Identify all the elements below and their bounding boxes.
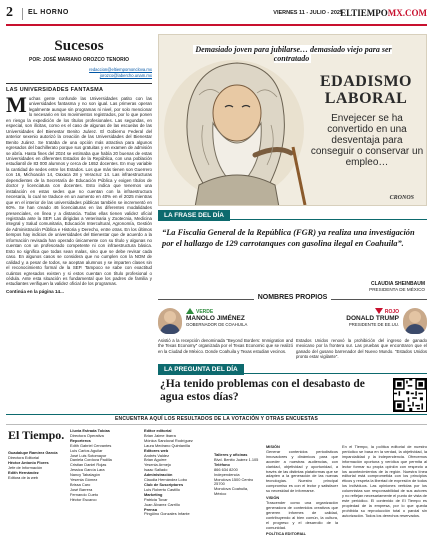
credit-role: Club de Suscriptores [144,481,184,487]
nombre-propio-body: Asistió a la recepción denominada “Beyond Borders: Immigration and the Texas Economy” organizada por el Texas Economic que se realizó en la Ciudad de México. Donde Coahuila y Texas estudian vecinos. [158,338,293,354]
credit-name: Blvd. Benito Juárez 1.105 [214,456,259,462]
credit-name: 866 634 8200 [214,466,238,472]
page-header [6,4,427,26]
nombre-propio-rojo: ROJO DONALD TRUMP PRESIDENTE DE EE.UU. Estados Unidos renovó la prohibición del ingreso de ganado mexicano por la frontera sur. Las pruebas que encontraron que el ganado del gusano barrenador del Nuevo Mundo. “Estados Unidos pronto estar vigilante”. [296,309,427,359]
credit-name: José Luis Sotomayor [70,452,107,458]
credit-name: Yesenia Armejo [144,462,171,468]
credit-name: Directora Editorial [8,454,39,460]
credits-col-offices [214,453,262,497]
credit-name: México [214,491,227,497]
cartoon-big-text: EDADISMO LABORAL [319,73,412,107]
credit-role: Guadalupe Ramírez García [8,450,58,455]
header-divider [22,8,23,20]
quote-author-role: PRESIDENTA DE MÉXICO [369,287,425,292]
credit-name: Daniela Cordova Padilla [70,457,112,463]
credit-role: Teléfono [214,461,230,467]
article-body: Muchas gente confunde las Universidades patito con las universidades fantasma y no son igual. Las primeras operan legalmente aunque sin programas ni nivel, por solo mencionar lo necesario en los movimientos registrados, por lo que ponen en riesgo la expedición de los títulos profesionales. Las segundas, en especial, son ilícitas, como es el caso de algunas de las escuelas de las Universidades del Bienestar Benito Juárez. El Gobierno Federal del anterior sexenio autorizó la creación de las Universidades del Bienestar Benito Juárez. Se trataba de una opción más atractiva para algunos egresados del bachillerato porque sus gratuitas y en examen de admisión se abría. Hasta fines del 2024 se estimaba que había 20 buenas de estas Universidades en diferentes Estados de la República, con una población estudiantil de 83 000 alumnos y cerca de 1652 docentes. En muy variable la cantidad de sedes entre los Estados. Los que más tienen son Guerrero con 16, Michoacán 14, Oaxaca 28 y Veracruz 14. Las infraestructuras dependientes de la Secretaría de Educación Pública y exigen títulos de doctor y licenciatura con docentes. Esto indica que tenemos una instalación en estas sedes que no cuentan con la infraestructura necesaria, lo cual se traduce en un aumento en 40% en el 2025 mientras que en el interior de las universidades públicas también se incrementó en 60%. Se han creado 46 licenciaturas en las diferentes modalidades presenciales, en línea y a distancia. Todas ellas tienen validez oficial registrada ante la SEP. Las dirigidas a Veterinaria y Zootecnia, Medicina integral y Salud comunitaria, Educación Intercultural, Agronomía, Gestión de Administración Pública e Historia y Derecho, entre otras. En los últimos tiempos hay indicios de universidades del Bienestar que de acuerdo a la información revisada han operado únicamente con su título y algunas no cuentan con un profesorado competente ni con infraestructura básica. Esto no significa que todas sean malas, sino que se debe revisar cada caso. En algunos casos se considera que no cumplen con la NOM de calidad y, a pesar de todos, se aceptan alumnos y se imparten clases sin el reconocimiento formal de la SEP. Tampoco se sabe con exactitud cuántos egresados existen y si estos cuentan con título profesional o cédula. Ante esta situación es fundamental que los padres de familia y estudiantes verifiquen la validez oficial de los programas. [6,92,152,287]
credit-name: José Barrera [70,486,93,492]
credit-name: Claudia Hernández Lobo [144,477,188,483]
person-role: PRESIDENTE DE EE.UU. [348,322,399,327]
credit-name: Brian Aguirre [144,457,167,463]
credit-name: Pingüino Gonzales Infante [144,511,190,517]
credit-name: Monclova 1500 Centro 25700 [214,476,254,487]
byline: POR: JOSÉ MARIANO OROZCO TENORIO [28,57,129,63]
credit-name: Brissa Caro [70,481,91,487]
quote-of-the-day: “La Fiscalía General de la República (FGR) ya realiza una investigación por el hallazgo de 129 carrotanques con gasolina ilegal en Coahuila”. [162,228,415,248]
credits-col-staff [70,429,140,503]
credit-name: Patricia Tovar [144,496,168,502]
issue-date: VIERNES 11 - JULIO - 2025 [273,10,343,16]
credit-name: Isaac Sallado [144,467,168,473]
credit-name: Yesenia Gómez [70,477,98,483]
arrow-down-icon [375,308,383,314]
credit-name: Monclova Coahuila, [214,486,249,492]
qr-code-icon[interactable] [393,378,427,412]
article-subhead: LAS UNIVERSIDADES FANTASMA [6,87,104,93]
credit-role: Reporteros [70,437,91,443]
credit-name: Andrés Valdez [144,452,170,458]
credit-role: Lluvia Estrada Tobías [70,428,110,433]
person-name: MANOLO JIMÉNEZ [186,315,245,322]
page-number: 2 [6,5,13,20]
credit-role: Editores web [144,447,169,453]
credits-directors [8,451,64,480]
avatar [158,308,182,334]
credit-name: Jefe de Información [8,464,43,470]
email-link[interactable]: redaccion@eltiempomonclova.mx [89,67,152,72]
mission-vision: MISIÓN Generar contenidos periodísticos innovadores y dinámicos para que acceder a nuestras audiencias, con claridad, objetividad y oportunidad, a través de las distintas plataformas que se adapten a la generación de las nuevas tecnologías. Nuestro principal compromiso es con el lector y satisfacer su necesidad de informarse. VISIÓN Trascender como una organización generadora de contenidos creativos que generen informes de calidad, contribuyendo al bien común, la cultura, el progreso y el desarrollo de la comunidad. POLÍTICA EDITORIAL [266,444,338,537]
editorial-cartoon [158,34,427,206]
site-logo[interactable]: ELTIEMPOMX.COM [340,8,427,18]
nombres-propios-header: NOMBRES PROPIOS [158,294,427,304]
cartoon-sub-text: Envejecer se ha convertido en una desventaja para conseguir o conservar un empleo… [310,113,424,168]
nombre-propio-verde: VERDE MANOLO JIMÉNEZ GOBERNADOR DE COAHUILA Asistió a la recepción denominada “Beyond Borders: Immigration and the Texas Economy” organizada por el Texas Economic que se realizó en la Ciudad de México. Donde Coahuila y Texas estudian vecinos. [158,309,293,354]
section-name: EL HORNO [28,9,69,16]
editorial-policy: En el Tiempo, la política editorial de nuestro periódico se basa en la verdad, la objetividad, la imparcialidad y la independencia. Ofrecemos información oportuna y verídica que permita al lector formar su propia opinión con respecto a los acontecimientos de la región. Nuestra línea editorial está comprometida con los principios éticos y respeta la libertad de expresión de todos los individuos. Las opiniones vertidas por los columnistas son responsabilidad de sus autores y no reflejan necesariamente el punto de vista de este periódico. El contenido de El Tiempo es propiedad de la empresa, por lo que queda prohibida su reproducción total o parcial sin autorización. Todos los derechos reservados. [342,444,427,518]
credit-name: Editora de la web [8,474,39,480]
poll-results-banner[interactable]: ENCUENTRA AQUÍ LOS RESULTADOS DE LA VOTACIÓN Y OTRAS ENCUESTAS [6,414,427,422]
credit-name: Cristian Daniel Rojas [70,462,107,468]
credit-name: Fernando Cueto [70,491,99,497]
credit-role: Administración [144,472,173,478]
drop-cap: M [6,92,27,117]
divider [158,219,427,220]
arrow-up-icon [186,308,194,314]
divider [6,83,152,84]
email-link[interactable]: jorozco@labercho.unam.mx [99,73,152,78]
author-emails [6,67,152,79]
credit-role: Editor editorial [144,428,172,433]
credit-role: Edith Hernández [8,469,39,475]
continued-link[interactable]: Continúa en la página 14... [6,288,64,294]
cartoon-headline: Demasiado joven para jubilarse… demasiado viejo para ser contratado [195,45,392,63]
masthead-credits [6,424,427,556]
cartoonist-signature: CRONOS [389,195,414,201]
column-title: Sucesos [54,38,104,54]
divider [158,373,427,374]
frase-tag: LA FRASE DEL DÍA [158,210,230,221]
credit-name: Nancy Tabalagón [70,472,100,478]
quote-author: CLAUDIA SHEINBAUM PRESIDENTA DE MÉXICO [369,281,425,292]
credit-name: Edith Gabriel Cervantes [70,442,112,448]
credit-name: Luis Roberto Castillo [144,486,180,492]
credit-name: Jessica García Lara [70,467,105,473]
person-role: GOBERNADOR DE COAHUILA [186,322,248,327]
credit-role: Héctor Antonio Flores [8,459,49,465]
person-name: DONALD TRUMP [346,315,399,322]
nombre-propio-body: Estados Unidos renovó la prohibición del ingreso de ganado mexicano por la frontera sur. Las pruebas que encontraron que el ganado del gusano barrenador del Nuevo Mundo. “Estados Unidos pronto estar vigilante”. [296,338,427,359]
avatar [403,308,427,334]
credit-name: Laura Medrano Quintanilla [144,442,190,448]
credit-role: Prensa [144,506,157,512]
newspaper-brand: El Tiempo. [8,428,65,442]
question-of-the-day: ¿Ha tenido problemas con el desabasto de agua estos días? [160,378,365,403]
sucesos-column [6,30,152,410]
credit-name: Brian Jaime Ibarra [144,432,176,438]
pregunta-tag: LA PREGUNTA DEL DÍA [158,364,244,375]
credit-name: Juan Álvarez Carrillo [144,501,180,507]
credit-role: Talleres y oficinas [214,452,248,457]
credit-name: Mónica Sandoval Rodríguez [144,437,193,443]
credit-name: Independencia [214,471,240,477]
credit-name: Héctor Escarco [70,496,97,502]
credits-col-editors [144,429,210,517]
credit-name: Directora Operativa [70,432,104,438]
credit-role: Marketing [144,491,163,497]
credit-name: Luis Carlos Aguilar [70,447,103,453]
